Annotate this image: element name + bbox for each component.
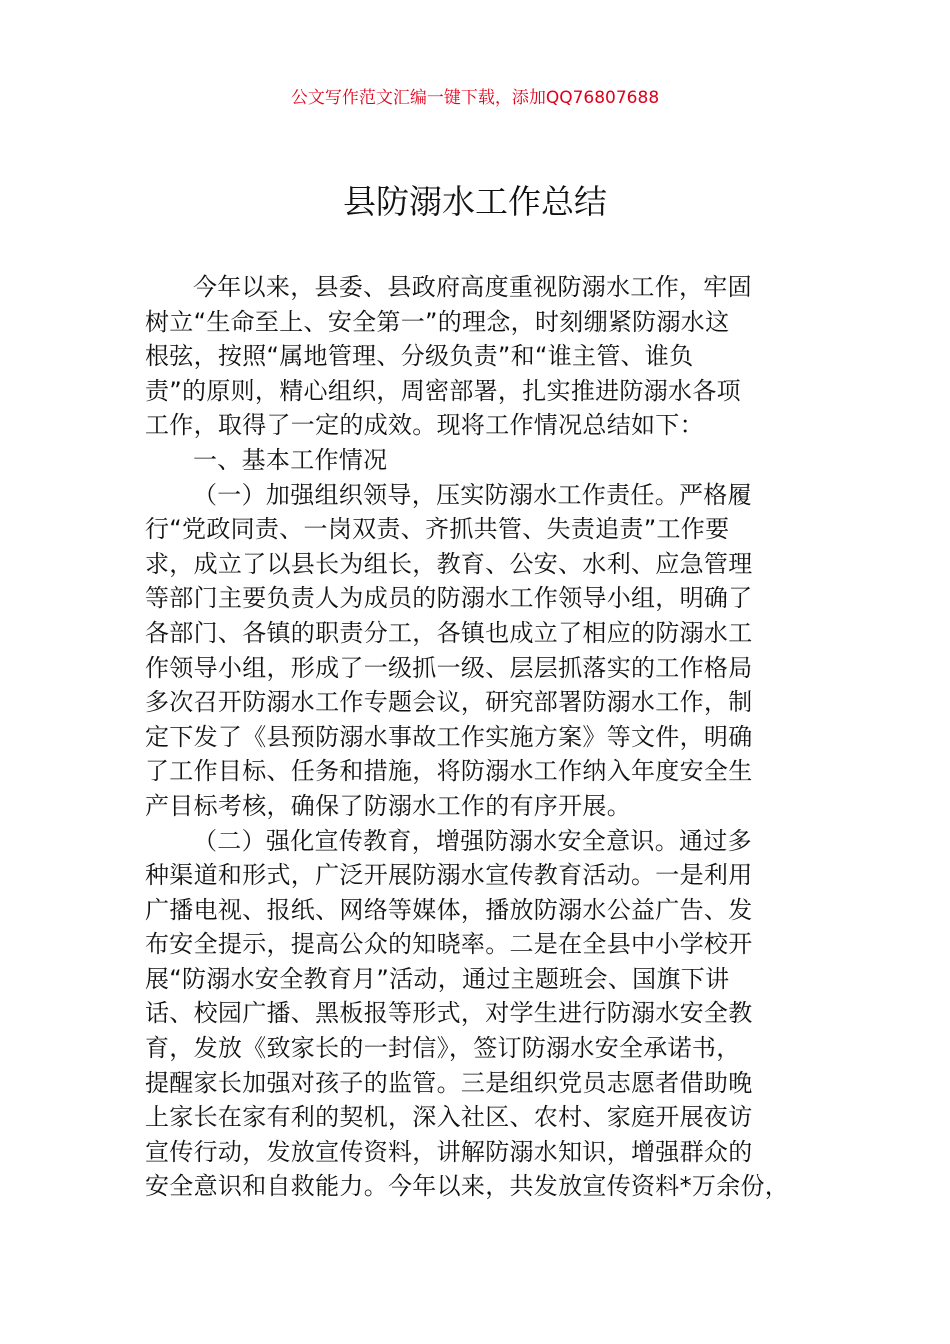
text-line: 今年以来，县委、县政府高度重视防溺水工作，牢固 <box>193 273 752 301</box>
text-line: 作领导小组，形成了一级抓一级、层层抓落实的工作格局 <box>145 653 753 682</box>
document-body <box>145 270 807 1204</box>
text-line: 展“防溺水安全教育月”活动，通过主题班会、国旗下讲 <box>145 964 730 993</box>
text-line: 了工作目标、任务和措施，将防溺水工作纳入年度安全生 <box>145 757 753 786</box>
text-line: 上家长在家有利的契机，深入社区、农村、家庭开展夜访 <box>145 1103 753 1132</box>
text-line: 求，成立了以县长为组长，教育、公安、水利、应急管理 <box>145 549 753 578</box>
text-line: 育，发放《致家长的一封信》，签订防溺水安全承诺书， <box>145 1034 741 1063</box>
text-line: 一、基本工作情况 <box>193 445 388 474</box>
text-line: 行“党政同责、一岗双责、齐抓共管、失责追责”工作要 <box>145 515 730 544</box>
text-line: 产目标考核，确保了防溺水工作的有序开展。 <box>145 791 631 820</box>
text-line: 树立“生命至上、安全第一”的理念，时刻绷紧防溺水这 <box>145 307 730 336</box>
text-line: 定下发了《县预防溺水事故工作实施方案》等文件，明确 <box>145 722 753 751</box>
header-download-note: 公文写作范文汇编一键下载，添加QQ76807688 <box>290 88 660 108</box>
text-line: （一）加强组织领导，压实防溺水工作责任。严格履 <box>193 480 752 509</box>
text-line: 各部门、各镇的职责分工，各镇也成立了相应的防溺水工 <box>145 618 753 647</box>
text-line: 宣传行动，发放宣传资料，讲解防溺水知识，增强群众的 <box>145 1137 753 1166</box>
text-line: 话、校园广播、黑板报等形式，对学生进行防溺水安全教 <box>145 999 753 1028</box>
text-line: 工作，取得了一定的成效。现将工作情况总结如下： <box>145 411 704 440</box>
text-line: 责”的原则，精心组织，周密部署，扎实推进防溺水各项 <box>145 376 741 405</box>
text-line: 等部门主要负责人为成员的防溺水工作领导小组，明确了 <box>145 584 753 613</box>
text-line: 提醒家长加强对孩子的监管。三是组织党员志愿者借助晚 <box>145 1068 753 1097</box>
page-title: 县防溺水工作总结 <box>343 182 607 221</box>
text-line: 根弦，按照“属地管理、分级负责”和“谁主管、谁负 <box>145 342 694 371</box>
text-line: （二）强化宣传教育，增强防溺水安全意识。通过多 <box>193 826 752 855</box>
text-line: 种渠道和形式，广泛开展防溺水宣传教育活动。一是利用 <box>145 861 753 890</box>
text-line: 布安全提示，提高公众的知晓率。二是在全县中小学校开 <box>145 930 753 959</box>
text-line: 安全意识和自救能力。今年以来，共发放宣传资料*万余份， <box>145 1172 790 1201</box>
text-line: 多次召开防溺水工作专题会议，研究部署防溺水工作，制 <box>145 688 753 717</box>
text-line: 广播电视、报纸、网络等媒体，播放防溺水公益广告、发 <box>145 895 753 924</box>
